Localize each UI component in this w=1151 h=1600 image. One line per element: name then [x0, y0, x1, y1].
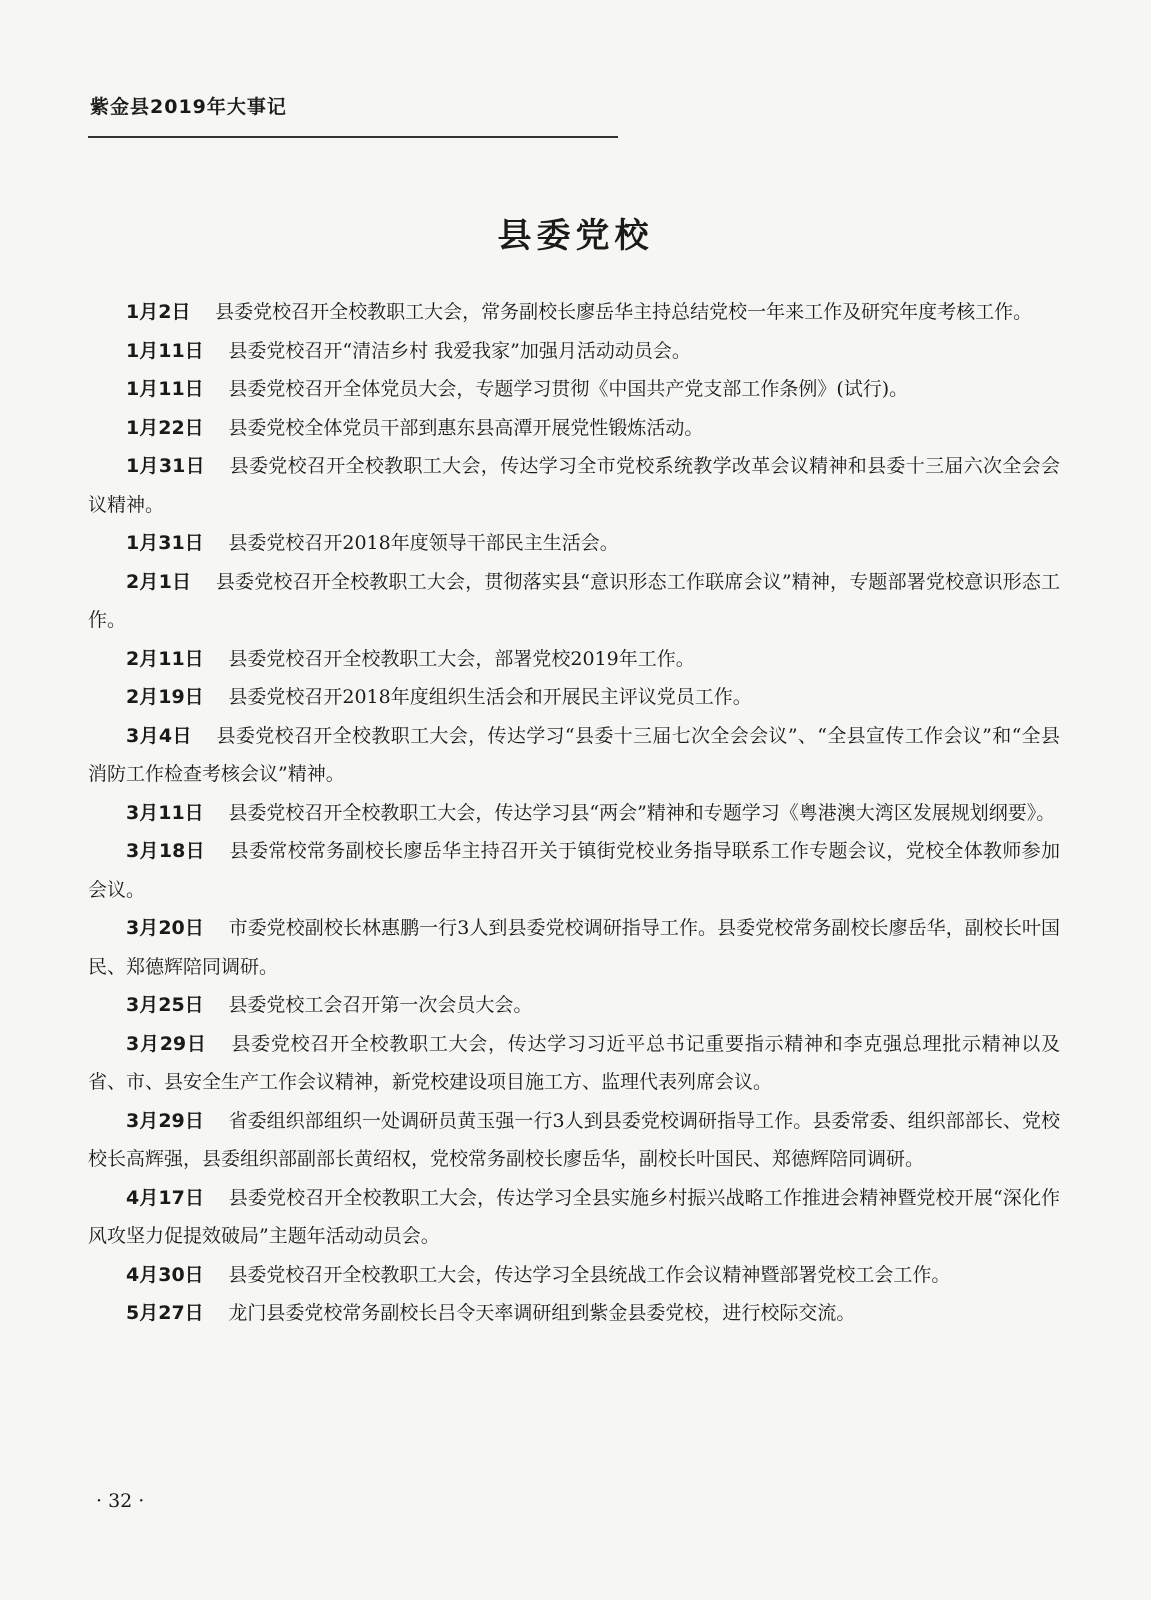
entry-date: 3月25日 — [126, 994, 204, 1016]
chronicle-entry — [88, 332, 1060, 371]
page-number: · 32 · — [96, 1490, 145, 1512]
section-title: 县委党校 — [497, 216, 654, 256]
entry-date: 1月2日 — [126, 301, 191, 323]
chronicle-entry — [88, 447, 1060, 524]
entry-text: 市委党校副校长林惠鹏一行3人到县委党校调研指导工作。县委党校常务副校长廖岳华，副校长叶国民、郑德辉陪同调研。 — [88, 917, 1060, 978]
chronicle-entry — [88, 524, 1060, 563]
chronicle-entry — [88, 1102, 1060, 1179]
chronicle-entry — [88, 563, 1060, 640]
entry-date: 3月4日 — [126, 724, 192, 747]
entry-date: 3月11日 — [126, 801, 204, 824]
entry-date: 1月11日 — [126, 378, 204, 400]
entry-text: 县委党校工会召开第一次会员大会。 — [228, 994, 533, 1016]
entry-date: 4月17日 — [126, 1186, 205, 1209]
entry-date: 1月31日 — [126, 455, 205, 477]
entry-text: 龙门县委党校常务副校长吕令天率调研组到紫金县委党校，进行校际交流。 — [228, 1302, 856, 1324]
entry-date: 3月29日 — [126, 1109, 204, 1132]
entry-text: 县委党校召开全校教职工大会，部署党校2019年工作。 — [228, 647, 695, 670]
entry-text: 县委党校召开2018年度组织生活会和开展民主评议党员工作。 — [228, 686, 752, 708]
chronicle-entry — [88, 409, 1060, 448]
header-rule — [88, 136, 618, 138]
entry-date: 1月11日 — [126, 339, 204, 362]
chronicle-entry — [88, 1294, 1060, 1333]
entry-text: 县委党校召开全校教职工大会，传达学习“县委十三届七次全会会议”、“全县宣传工作会议”和“全县消防工作检查考核会议”精神。 — [88, 724, 1060, 785]
chronicle-entry — [88, 1025, 1060, 1102]
entry-date: 3月20日 — [126, 917, 204, 939]
entry-text: 县委党校召开全校教职工大会，传达学习全县统战工作会议精神暨部署党校工会工作。 — [228, 1263, 951, 1286]
entry-text: 县委党校召开全校教职工大会，常务副校长廖岳华主持总结党校一年来工作及研究年度考核工作。 — [215, 301, 1033, 323]
entry-text: 县委党校召开全校教职工大会，传达学习全市党校系统教学改革会议精神和县委十三届六次全会会议精神。 — [88, 455, 1060, 516]
chronicle-entry — [88, 717, 1060, 794]
chronicle-entry — [88, 640, 1060, 679]
entry-date: 3月18日 — [126, 840, 205, 862]
chronicle-entry — [88, 832, 1060, 909]
entry-text: 县委党校召开全校教职工大会，传达学习习近平总书记重要指示精神和李克强总理批示精神以及省、市、县安全生产工作会议精神，新党校建设项目施工方、监理代表列席会议。 — [88, 1032, 1060, 1093]
chronicle-entry — [88, 678, 1060, 717]
chronicle-entry — [88, 794, 1060, 833]
chronicle-entry — [88, 1256, 1060, 1295]
entry-text: 省委组织部组织一处调研员黄玉强一行3人到县委党校调研指导工作。县委常委、组织部部长、党校校长高辉强，县委组织部副部长黄绍权，党校常务副校长廖岳华，副校长叶国民、郑德辉陪同调研。 — [88, 1109, 1060, 1170]
entry-date: 2月19日 — [126, 686, 204, 708]
entry-text: 县委常校常务副校长廖岳华主持召开关于镇街党校业务指导联系工作专题会议，党校全体教师参加会议。 — [88, 840, 1060, 901]
entry-date: 1月22日 — [126, 416, 204, 439]
chronicle-entry — [88, 1179, 1060, 1256]
chronicle-entry — [88, 293, 1060, 332]
entry-date: 5月27日 — [126, 1302, 204, 1324]
chronicle-entries — [88, 293, 1060, 1333]
entry-date: 2月11日 — [126, 647, 204, 670]
entry-text: 县委党校召开“清洁乡村 我爱我家”加强月活动动员会。 — [228, 339, 691, 362]
chronicle-entry — [88, 986, 1060, 1025]
entry-date: 2月1日 — [126, 570, 192, 593]
chronicle-entry — [88, 909, 1060, 986]
entry-text: 县委党校召开全校教职工大会，传达学习县“两会”精神和专题学习《粤港澳大湾区发展规划纲要》。 — [228, 801, 1056, 824]
running-header: 紫金县2019年大事记 — [90, 96, 287, 118]
entry-date: 3月29日 — [126, 1032, 207, 1055]
entry-text: 县委党校全体党员干部到惠东县高潭开展党性锻炼活动。 — [228, 416, 704, 439]
chronicle-entry — [88, 370, 1060, 409]
entry-text: 县委党校召开全校教职工大会，贯彻落实县“意识形态工作联席会议”精神，专题部署党校意识形态工作。 — [88, 570, 1060, 631]
entry-date: 1月31日 — [126, 532, 204, 554]
entry-text: 县委党校召开2018年度领导干部民主生活会。 — [228, 532, 619, 554]
entry-text: 县委党校召开全体党员大会，专题学习贯彻《中国共产党支部工作条例》(试行)。 — [228, 378, 909, 400]
entry-text: 县委党校召开全校教职工大会，传达学习全县实施乡村振兴战略工作推进会精神暨党校开展“深化作风攻坚力促提效破局”主题年活动动员会。 — [88, 1186, 1061, 1247]
entry-date: 4月30日 — [126, 1263, 204, 1286]
